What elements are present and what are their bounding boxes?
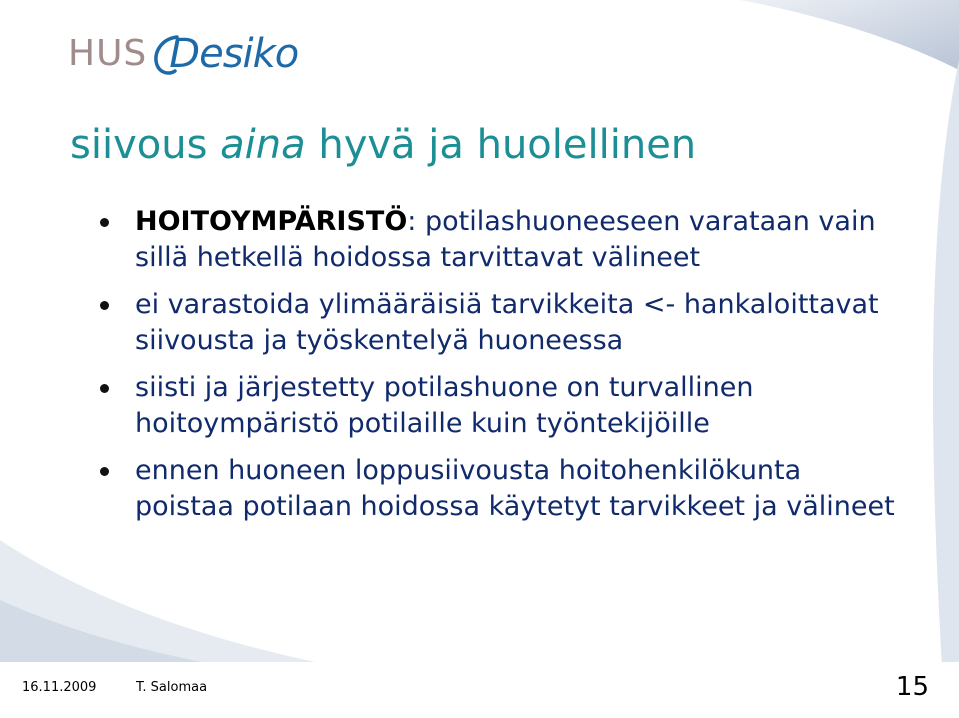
- bullet-dot-icon: [100, 467, 109, 476]
- hus-desiko-logo: [68, 26, 298, 82]
- bullet-text: : potilashuoneeseen varataan vain sillä hetkellä hoidossa tarvittavat välineet: [135, 206, 876, 273]
- footer-date: 16.11.2009: [22, 680, 97, 695]
- bullet-item: [100, 453, 900, 525]
- bullet-item: [100, 204, 900, 276]
- slide-content: [100, 204, 900, 536]
- bullet-dot-icon: [100, 384, 109, 393]
- logo-desiko-text: Desiko: [169, 31, 299, 77]
- page-number: 15: [895, 672, 929, 702]
- logo-hus-text: HUS: [68, 33, 148, 74]
- top-right-swoosh: [740, 0, 959, 70]
- bullet-item: [100, 370, 900, 442]
- footer-author: T. Salomaa: [136, 680, 208, 695]
- slide-title: [70, 122, 696, 168]
- bullet-list: [100, 204, 900, 525]
- bullet-text: siisti ja järjestetty potilashuone on turvallinen hoitoympäristö potilaille kuin työntekijöille: [135, 372, 754, 439]
- bullet-text: ei varastoida ylimääräisiä tarvikkeita <- hankaloittavat siivousta ja työskentelyä huoneessa: [135, 289, 879, 356]
- bullet-text: ennen huoneen loppusiivousta hoitohenkilökunta poistaa potilaan hoidossa käytetyt tarvikkeet ja välineet: [135, 455, 895, 522]
- bullet-dot-icon: [100, 218, 109, 227]
- title-part-1: siivous: [70, 122, 221, 168]
- title-emphasis: aina: [220, 122, 306, 168]
- title-part-2: hyvä ja huolellinen: [305, 122, 697, 168]
- bullet-dot-icon: [100, 301, 109, 310]
- right-edge-swoosh: [933, 60, 959, 718]
- bullet-item: [100, 287, 900, 359]
- bullet-bold-text: HOITOYMPÄRISTÖ: [135, 206, 408, 237]
